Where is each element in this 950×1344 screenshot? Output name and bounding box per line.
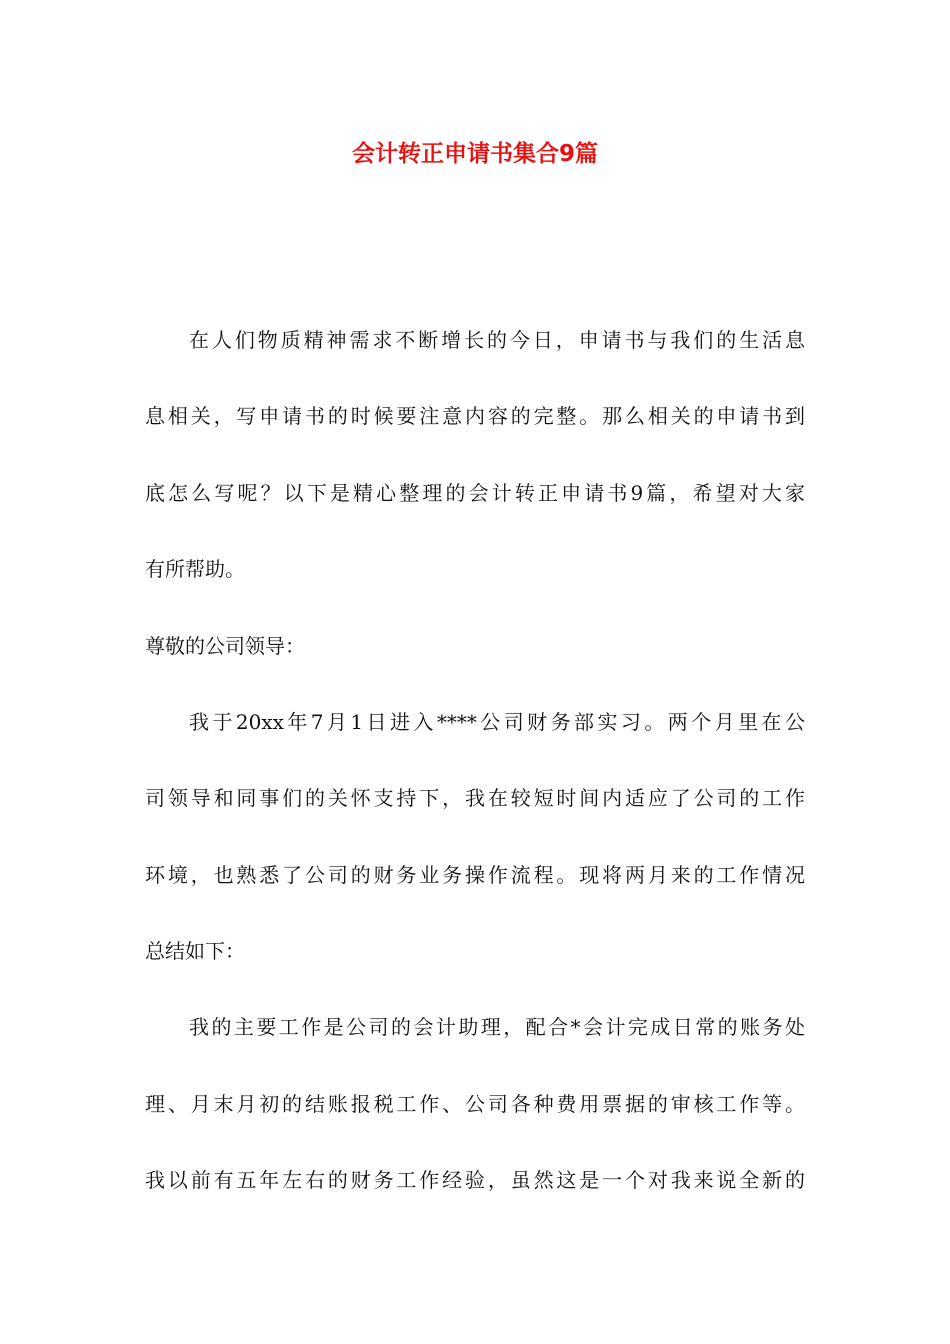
body-line: 息相关，写申请书的时候要注意内容的完整。那么相关的申请书到 [145, 404, 805, 429]
body-line: 司领导和同事们的关怀支持下，我在较短时间内适应了公司的工作 [145, 786, 805, 811]
body-line: 环境，也熟悉了公司的财务业务操作流程。现将两月来的工作情况 [145, 862, 805, 887]
body-line: 底怎么写呢？以下是精心整理的会计转正申请书9篇，希望对大家 [145, 480, 805, 505]
salutation-line: 尊敬的公司领导： [145, 633, 305, 658]
body-line: 总结如下： [145, 939, 245, 963]
body-line: 理、月末月初的结账报税工作、公司各种费用票据的审核工作等。 [145, 1091, 805, 1116]
body-line: 有所帮助。 [145, 557, 245, 582]
body-line: 我的主要工作是公司的会计助理，配合*会计完成日常的账务处 [189, 1015, 805, 1040]
body-line: 我于20xx年7月1日进入****公司财务部实习。两个月里在公 [189, 709, 805, 734]
body-line: 我以前有五年左右的财务工作经验，虽然这是一个对我来说全新的 [145, 1168, 805, 1193]
document-body [145, 321, 805, 1238]
body-line: 在人们物质精神需求不断增长的今日，申请书与我们的生活息 [189, 328, 805, 352]
document-title: 会计转正申请书集合9篇 [351, 141, 598, 167]
